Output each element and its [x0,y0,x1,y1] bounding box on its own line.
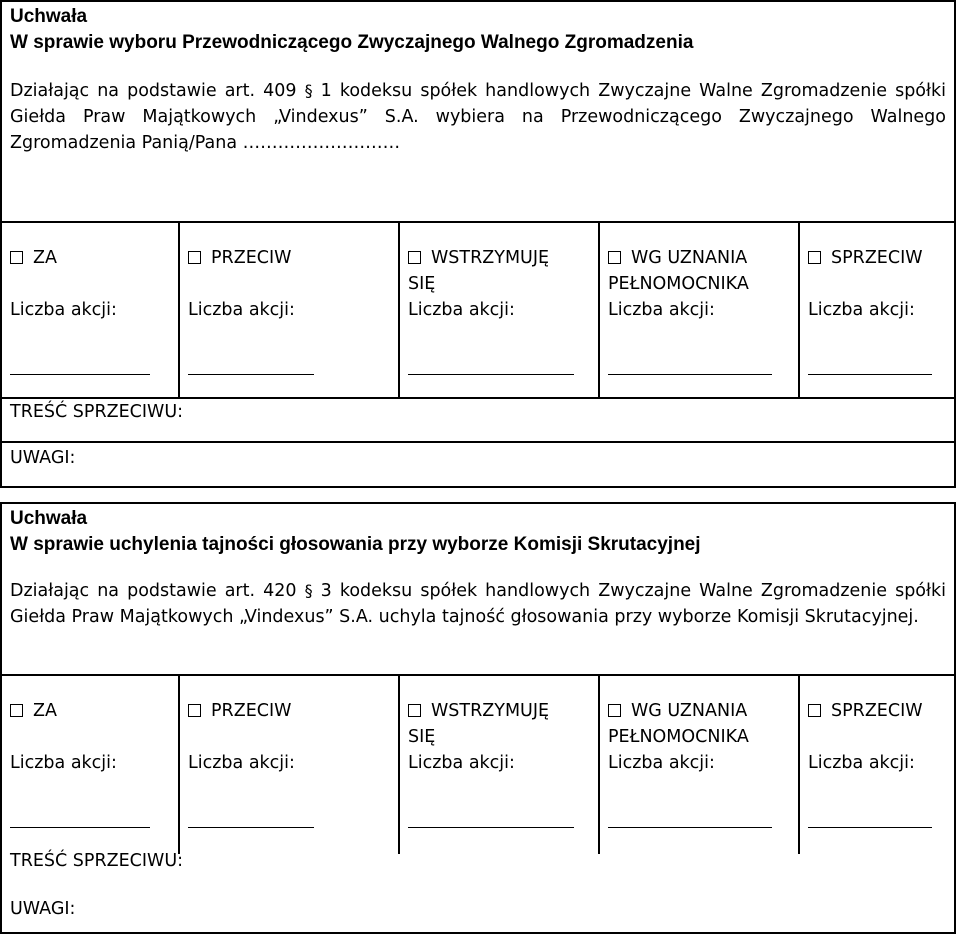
share-count-field[interactable] [808,374,932,375]
objection-label: TREŚĆ SPRZECIWU: [10,402,184,422]
remarks-label: UWAGI: [10,899,76,919]
vote-option-przeciw[interactable] [180,676,400,854]
share-count-label: Liczba akcji: [188,300,295,320]
checkbox-icon[interactable] [608,704,621,717]
share-count-label: Liczba akcji: [608,753,715,773]
objection-label: TREŚĆ SPRZECIWU: [10,851,184,871]
resolution-1-intro [2,2,954,156]
share-count-field[interactable] [10,827,150,828]
option-label-continued: SIĘ [408,274,436,294]
checkbox-icon[interactable] [808,704,821,717]
option-label: WG UZNANIA [631,701,748,721]
resolution-title: Uchwała [10,508,88,529]
option-label: WSTRZYMUJĘ [431,701,550,721]
option-label: WG UZNANIA [631,248,748,268]
vote-option-przeciw[interactable] [180,223,400,397]
resolution-body: Działając na podstawie art. 409 § 1 kodeksu spółek handlowych Zwyczajne Walne Zgromadzenie spółki Giełda Praw Majątkowych „Vindexus” S.A. wybiera na Przewodniczącego Zwyczajnego Walnego Zgromadzenia Panią/Pana ……………………… [10,81,946,153]
remarks-field[interactable] [2,443,954,487]
share-count-label: Liczba akcji: [10,753,117,773]
option-label: SPRZECIW [831,701,923,721]
share-count-field[interactable] [408,374,574,375]
resolution-body: Działając na podstawie art. 420 § 3 kodeksu spółek handlowych Zwyczajne Walne Zgromadzenie spółki Giełda Praw Majątkowych „Vindexus” S.A. uchyla tajność głosowania przy wyborze Komisji Skrutacyjnej. [10,581,946,627]
share-count-field[interactable] [808,827,932,828]
checkbox-icon[interactable] [608,251,621,264]
option-label-continued: PEŁNOMOCNIKA [608,727,749,747]
share-count-field[interactable] [10,374,150,375]
option-label: SPRZECIW [831,248,923,268]
checkbox-icon[interactable] [808,251,821,264]
objection-content-field[interactable] [2,846,954,886]
section-sign: § [304,81,313,100]
vote-option-za[interactable] [2,223,180,397]
vote-option-wg-uznania[interactable] [600,676,800,854]
resolution-title: Uchwała [10,6,88,27]
checkbox-icon[interactable] [408,704,421,717]
vote-option-wg-uznania[interactable] [600,223,800,397]
share-count-label: Liczba akcji: [408,300,515,320]
share-count-field[interactable] [188,374,314,375]
option-label: WSTRZYMUJĘ [431,248,550,268]
option-label: PRZECIW [211,248,292,268]
share-count-label: Liczba akcji: [10,300,117,320]
share-count-label: Liczba akcji: [188,753,295,773]
vote-option-wstrzymuje[interactable] [400,223,600,397]
option-label-continued: SIĘ [408,727,436,747]
checkbox-icon[interactable] [408,251,421,264]
option-label: ZA [33,248,57,268]
checkbox-icon[interactable] [188,251,201,264]
share-count-field[interactable] [608,827,772,828]
vote-option-sprzeciw[interactable] [800,676,954,854]
checkbox-icon[interactable] [188,704,201,717]
resolution-2-intro [2,504,954,630]
option-label-continued: PEŁNOMOCNIKA [608,274,749,294]
checkbox-icon[interactable] [10,251,23,264]
vote-option-wstrzymuje[interactable] [400,676,600,854]
share-count-label: Liczba akcji: [808,300,915,320]
objection-content-field[interactable] [2,395,954,443]
resolution-subtitle: W sprawie wyboru Przewodniczącego Zwyczajnego Walnego Zgromadzenia [10,32,694,53]
option-label: ZA [33,701,57,721]
resolution-subtitle: W sprawie uchylenia tajności głosowania przy wyborze Komisji Skrutacyjnej [10,534,701,555]
option-label: PRZECIW [211,701,292,721]
share-count-label: Liczba akcji: [408,753,515,773]
share-count-label: Liczba akcji: [808,753,915,773]
remarks-field[interactable] [2,896,954,932]
vote-options [2,674,954,854]
resolution-2 [0,502,956,934]
share-count-field[interactable] [188,827,314,828]
vote-options [2,221,954,399]
share-count-label: Liczba akcji: [608,300,715,320]
vote-option-sprzeciw[interactable] [800,223,954,397]
remarks-label: UWAGI: [10,448,76,468]
share-count-field[interactable] [608,374,772,375]
vote-option-za[interactable] [2,676,180,854]
section-sign: § [304,581,313,600]
share-count-field[interactable] [408,827,574,828]
checkbox-icon[interactable] [10,704,23,717]
